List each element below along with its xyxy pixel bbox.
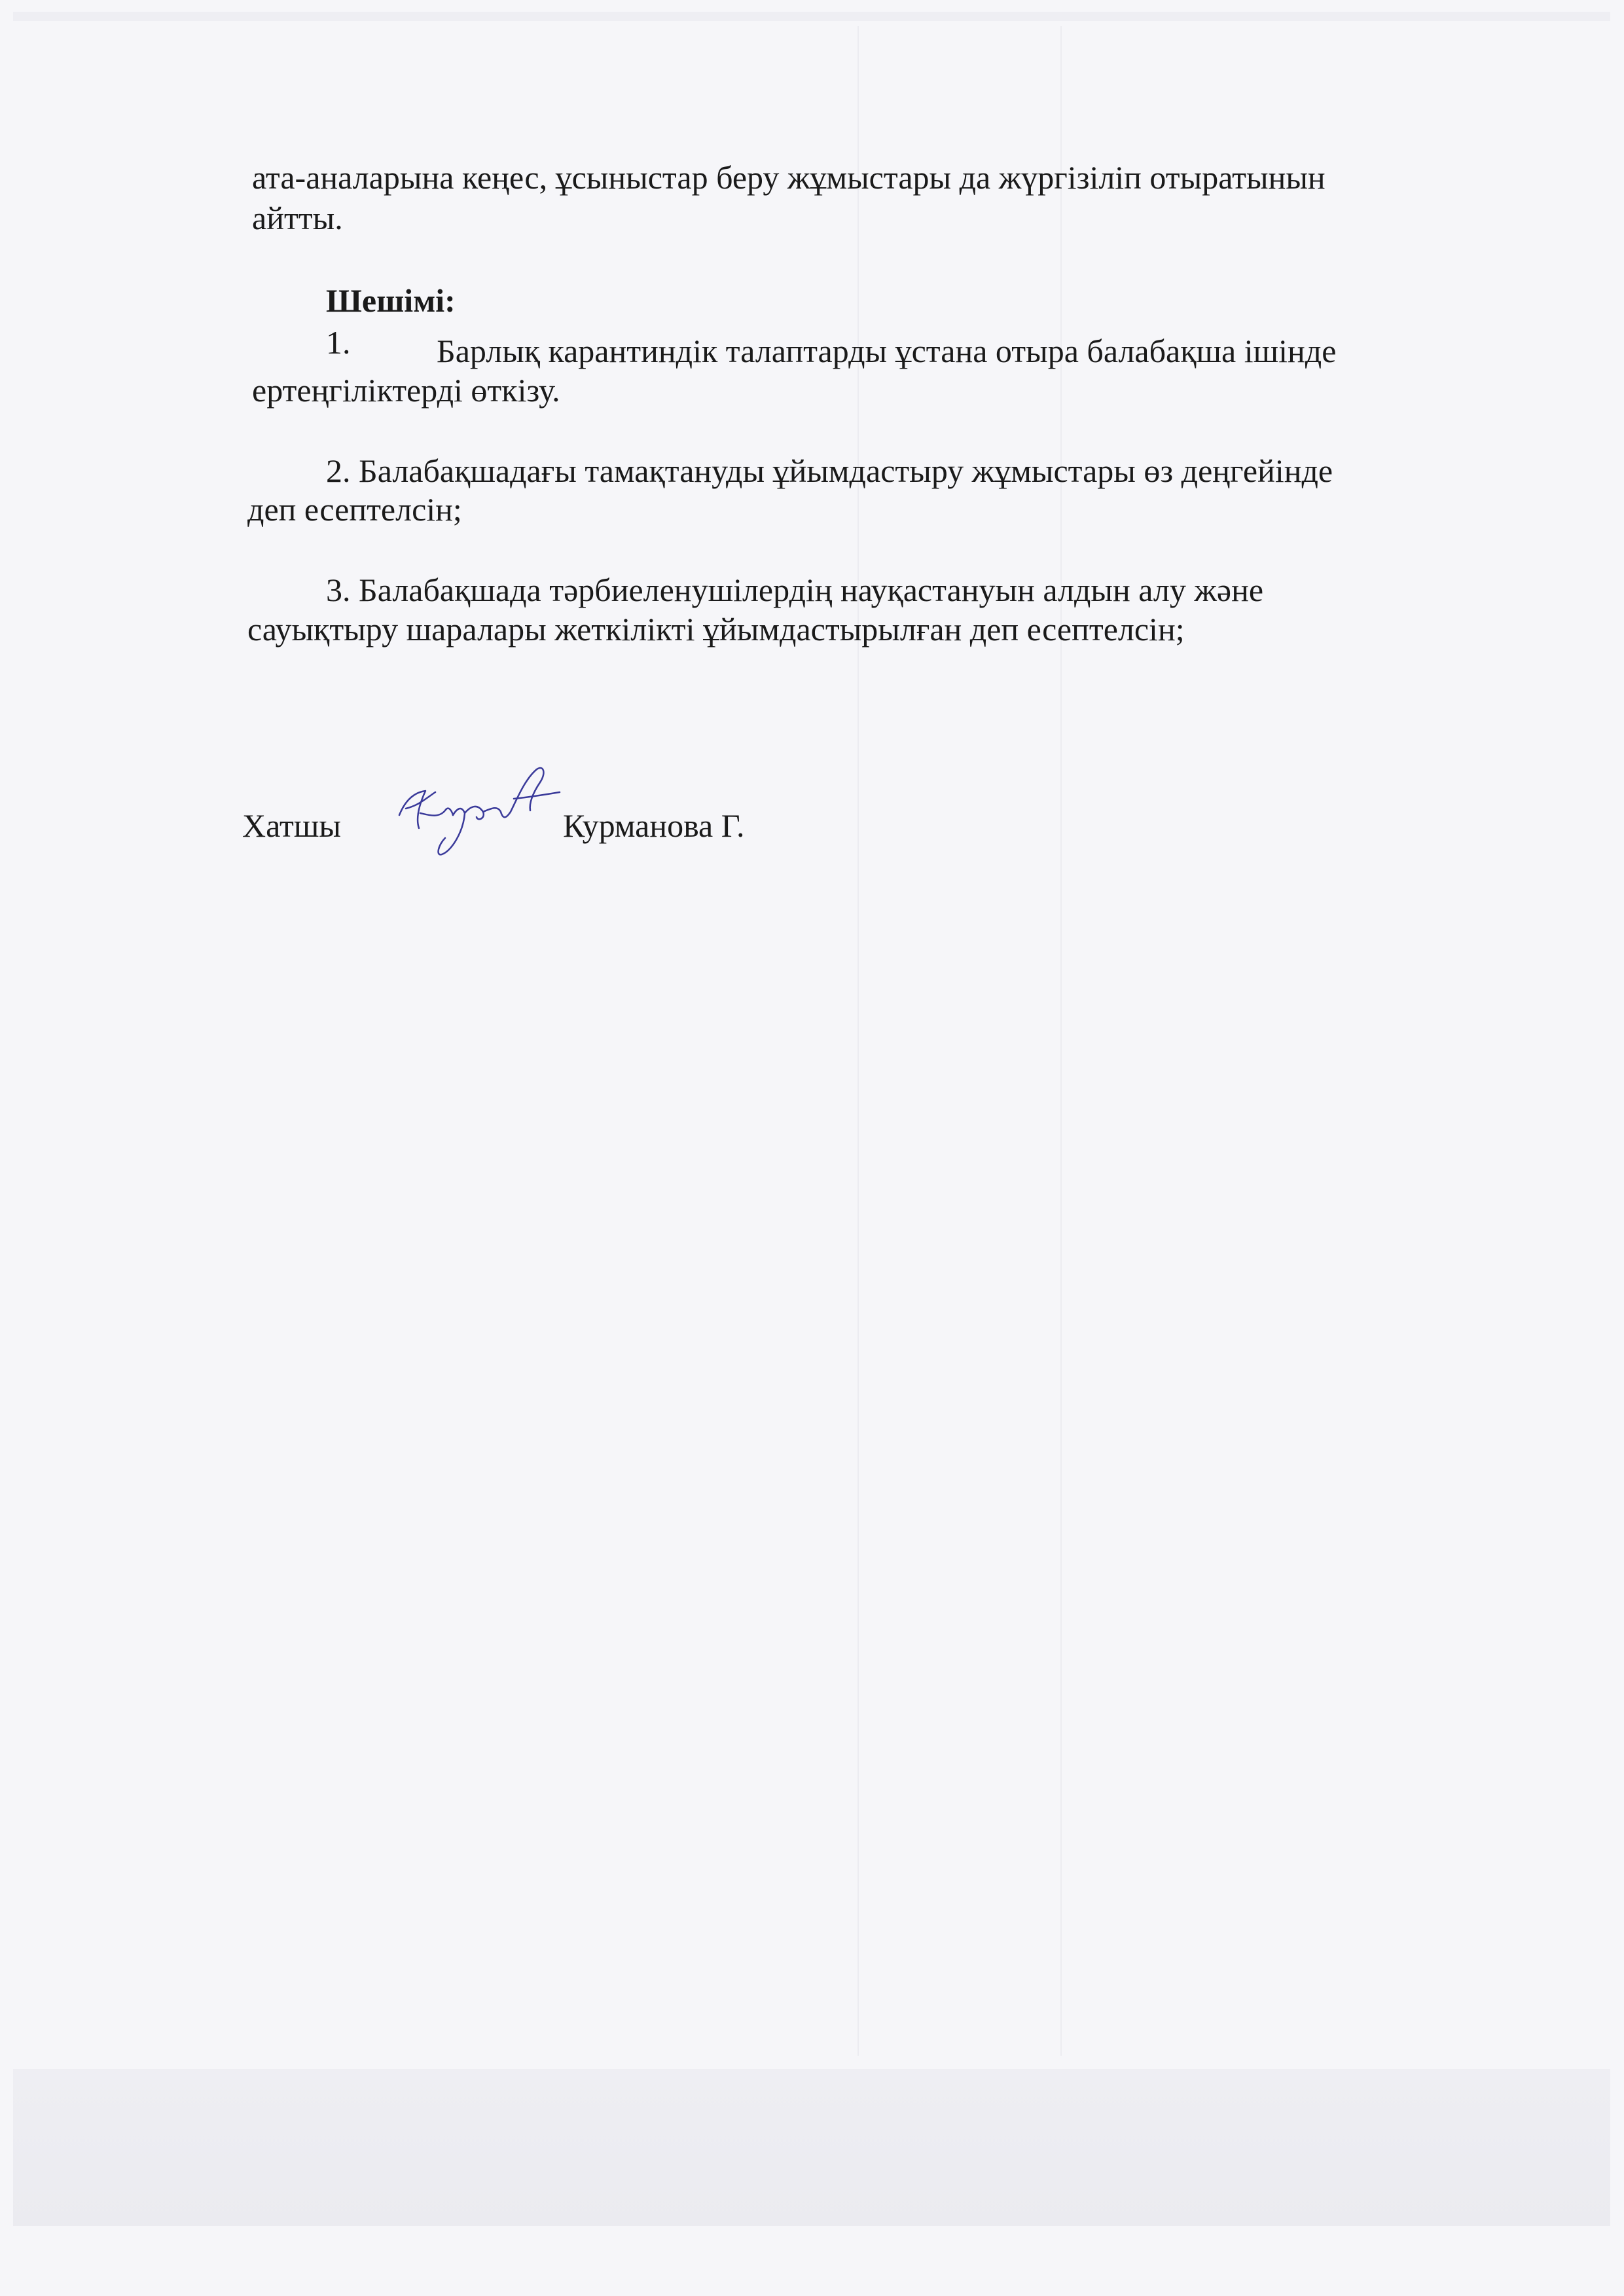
continuation-line-2: айтты.	[252, 200, 343, 236]
item-1-line-2: ертеңгіліктерді өткізу.	[252, 372, 560, 409]
scan-border-top	[13, 12, 1610, 21]
signature-block	[242, 786, 897, 884]
signatory-name: Курманова Г.	[563, 807, 745, 844]
item-1-number: 1.	[326, 324, 351, 361]
decision-heading: Шешімі:	[326, 282, 456, 319]
item-2-line-1: 2. Балабақшадағы тамақтануды ұйымдастыру жұмыстары өз деңгейінде	[326, 452, 1333, 489]
continuation-line-1: ата-аналарына кеңес, ұсыныстар беру жұмыстары да жүргізіліп отыратынын	[252, 159, 1326, 196]
handwritten-signature	[380, 753, 576, 864]
signature-role: Хатшы	[242, 807, 341, 844]
item-1-line-1: Барлық карантиндік талаптарды ұстана отыра балабақша ішінде	[437, 333, 1337, 369]
item-3-line-2: сауықтыру шаралары жеткілікті ұйымдастырылған деп есептелсін;	[247, 611, 1185, 647]
item-2-line-2: деп есептелсін;	[247, 491, 462, 528]
item-3-line-1: 3. Балабақшада тәрбиеленушілердің науқастануын алдын алу және	[326, 572, 1264, 608]
scan-border-bottom	[13, 2069, 1610, 2226]
